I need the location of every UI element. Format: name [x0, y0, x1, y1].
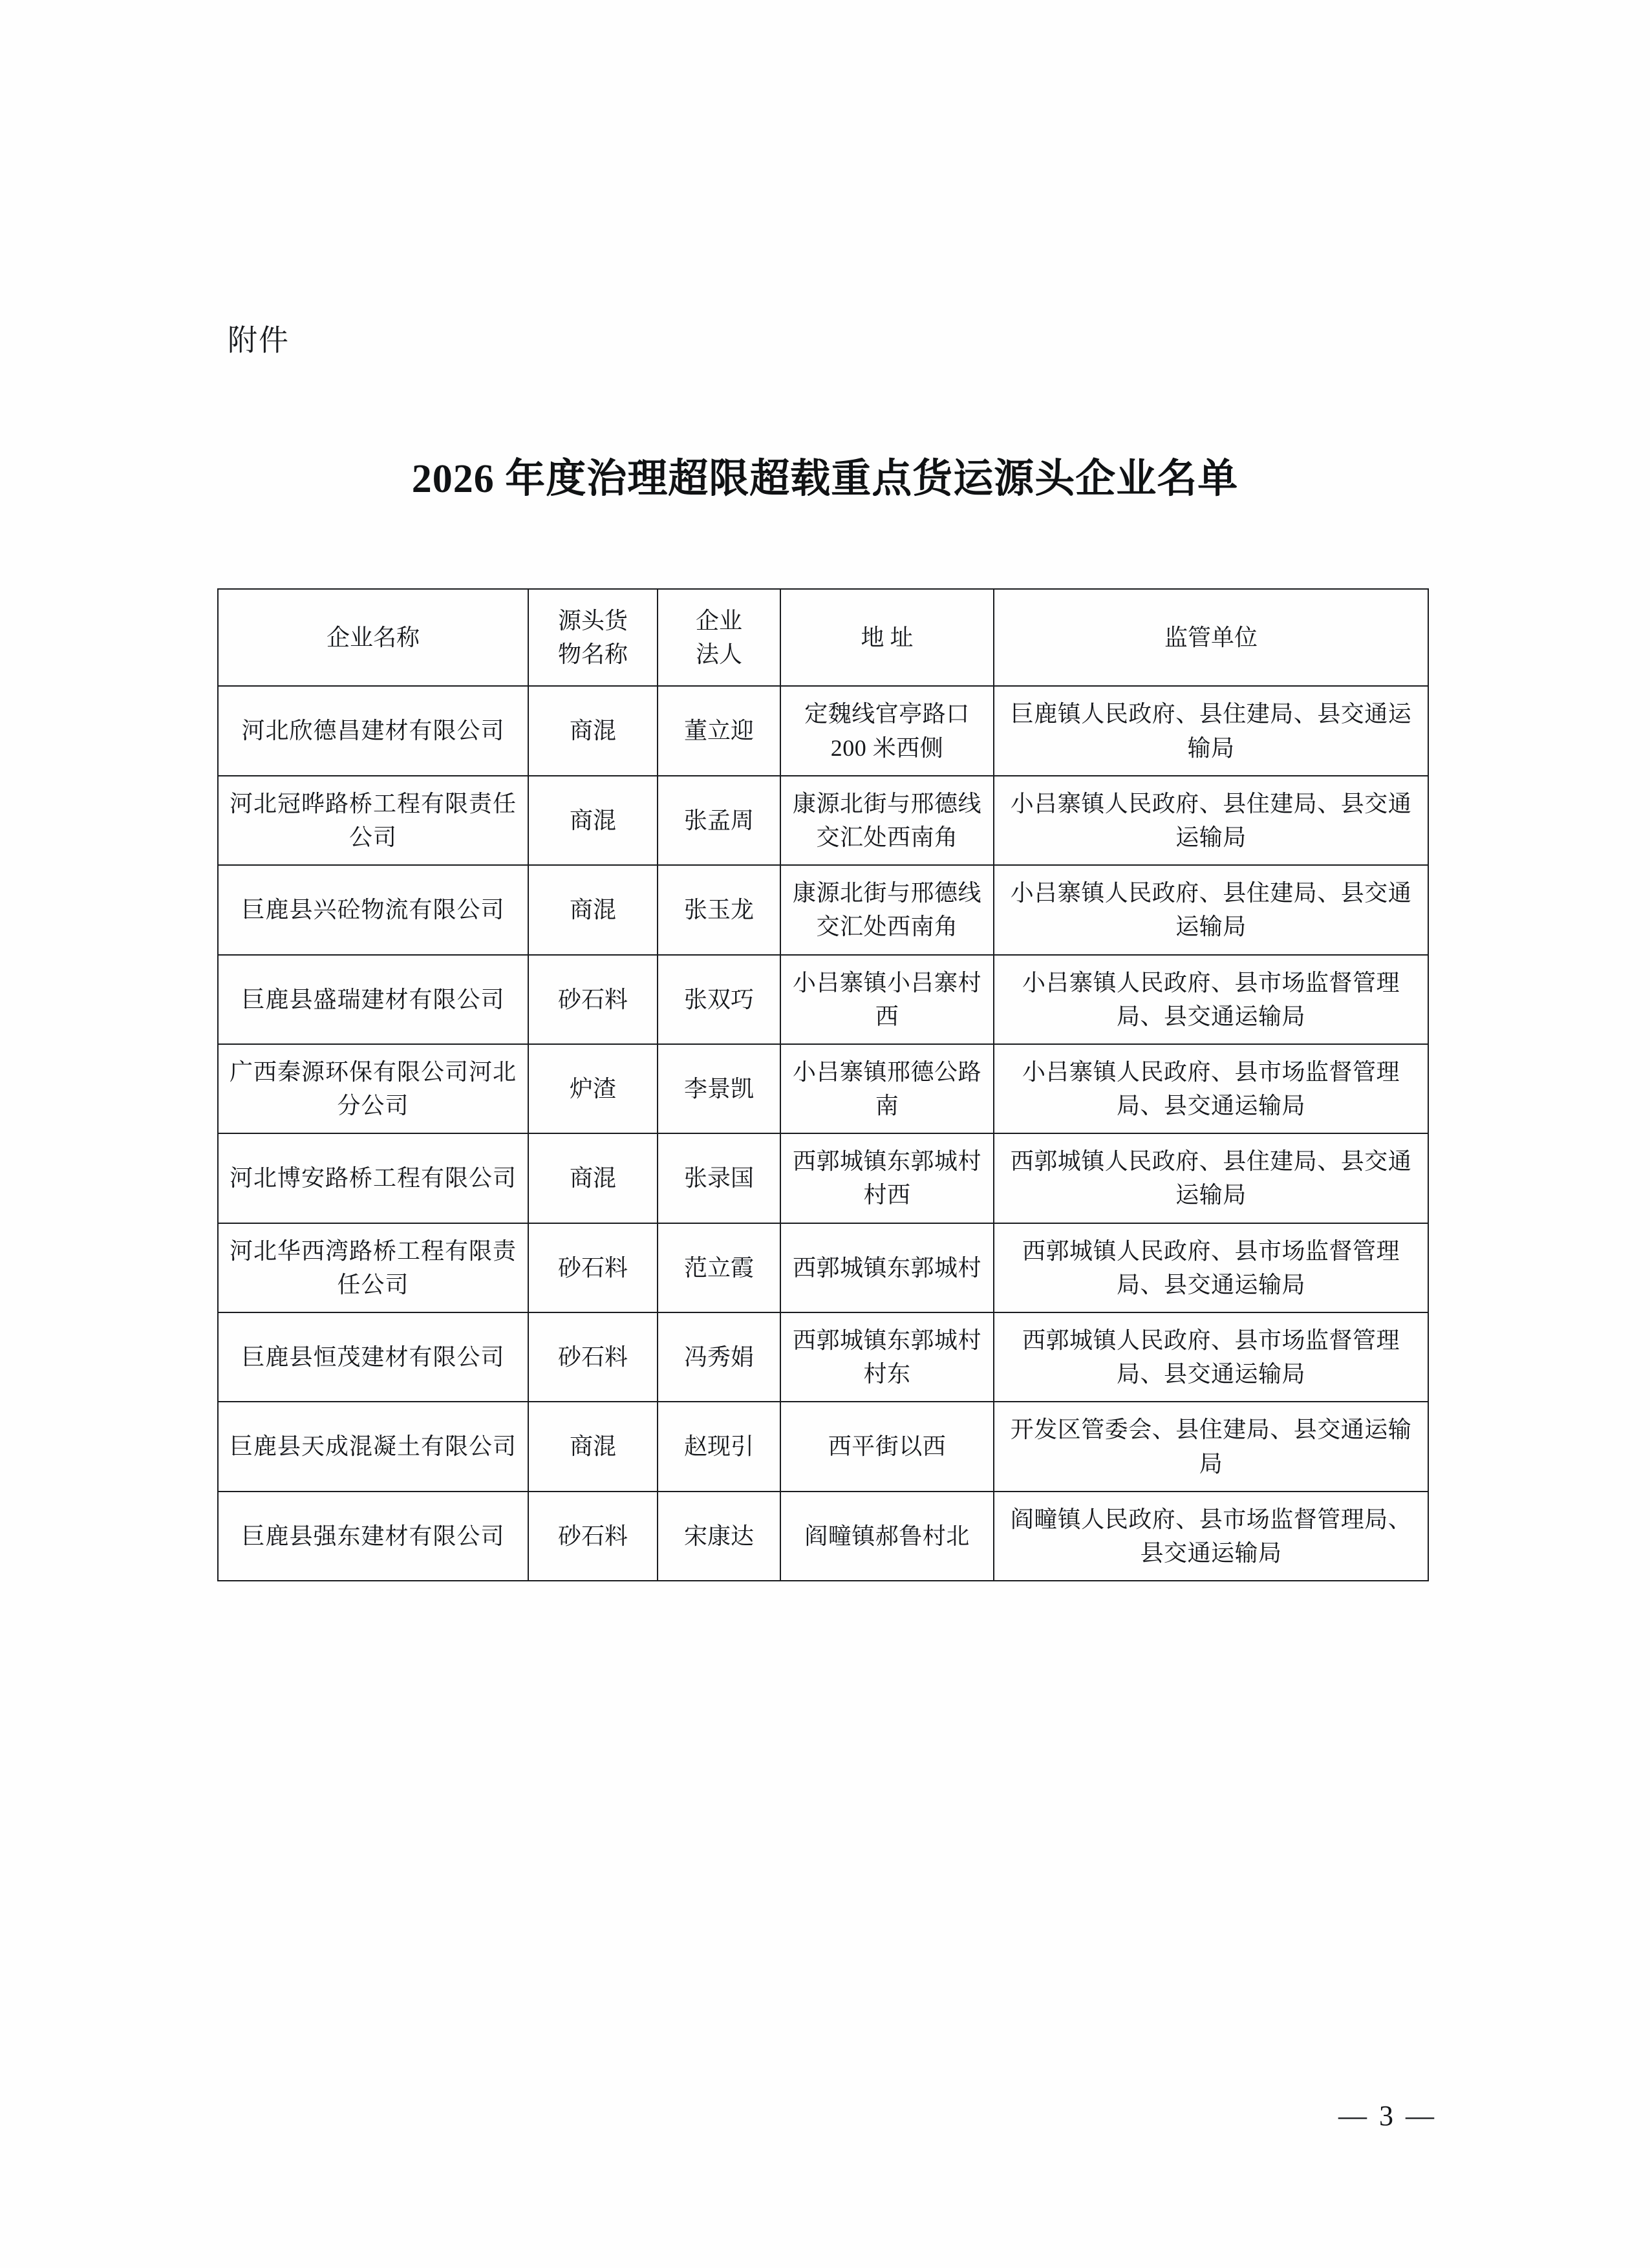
cell-company: 巨鹿县强东建材有限公司	[218, 1492, 528, 1581]
table-row	[218, 865, 1428, 954]
column-header-goods-line2: 物名称	[557, 641, 628, 668]
column-header-goods	[528, 589, 658, 686]
page-title: 2026 年度治理超限超载重点货运源头企业名单	[411, 457, 1239, 501]
cell-company: 巨鹿县天成混凝土有限公司	[218, 1402, 528, 1491]
cell-goods: 商混	[528, 686, 658, 775]
table-row	[218, 1402, 1428, 1491]
cell-legal-person: 冯秀娟	[658, 1312, 780, 1402]
cell-supervisor: 小吕寨镇人民政府、县市场监督管理局、县交通运输局	[994, 1044, 1428, 1133]
cell-goods: 商混	[528, 776, 658, 865]
cell-address: 西郭城镇东郭城村村西	[780, 1133, 994, 1223]
cell-legal-person: 张录国	[658, 1133, 780, 1223]
cell-supervisor: 小吕寨镇人民政府、县住建局、县交通运输局	[994, 776, 1428, 865]
column-header-goods-line1: 源头货	[557, 608, 628, 634]
enterprise-table	[217, 588, 1429, 1581]
cell-supervisor: 小吕寨镇人民政府、县住建局、县交通运输局	[994, 865, 1428, 954]
cell-goods: 砂石料	[528, 1312, 658, 1402]
cell-address: 西平街以西	[780, 1402, 994, 1491]
cell-goods: 商混	[528, 1402, 658, 1491]
cell-supervisor: 西郭城镇人民政府、县住建局、县交通运输局	[994, 1133, 1428, 1223]
cell-legal-person: 赵现引	[658, 1402, 780, 1491]
cell-supervisor: 西郭城镇人民政府、县市场监督管理局、县交通运输局	[994, 1312, 1428, 1402]
table-header-row	[218, 589, 1428, 686]
cell-supervisor: 阎疃镇人民政府、县市场监督管理局、县交通运输局	[994, 1492, 1428, 1581]
table-row	[218, 1312, 1428, 1402]
cell-legal-person: 张双巧	[658, 955, 780, 1044]
table-row	[218, 955, 1428, 1044]
cell-address: 小吕寨镇邢德公路南	[780, 1044, 994, 1133]
enterprise-table-wrapper	[217, 588, 1428, 1581]
cell-goods: 砂石料	[528, 1223, 658, 1312]
cell-goods: 商混	[528, 865, 658, 954]
cell-company: 巨鹿县盛瑞建材有限公司	[218, 955, 528, 1044]
cell-legal-person: 宋康达	[658, 1492, 780, 1581]
cell-supervisor: 开发区管委会、县住建局、县交通运输局	[994, 1402, 1428, 1491]
page-number: — 3 —	[1338, 2100, 1437, 2132]
table-row	[218, 686, 1428, 775]
cell-goods: 炉渣	[528, 1044, 658, 1133]
table-row	[218, 1223, 1428, 1312]
cell-address: 康源北街与邢德线交汇处西南角	[780, 776, 994, 865]
column-header-legal-line1: 企业	[695, 608, 742, 634]
cell-address: 西郭城镇东郭城村村东	[780, 1312, 994, 1402]
cell-goods: 砂石料	[528, 955, 658, 1044]
table-row	[218, 1492, 1428, 1581]
cell-company: 广西秦源环保有限公司河北分公司	[218, 1044, 528, 1133]
cell-legal-person: 张孟周	[658, 776, 780, 865]
cell-company: 巨鹿县恒茂建材有限公司	[218, 1312, 528, 1402]
cell-company: 河北冠晔路桥工程有限责任公司	[218, 776, 528, 865]
cell-goods: 砂石料	[528, 1492, 658, 1581]
table-row	[218, 1133, 1428, 1223]
column-header-company: 企业名称	[218, 589, 528, 686]
cell-address: 定魏线官亭路口 200 米西侧	[780, 686, 994, 775]
cell-address: 西郭城镇东郭城村	[780, 1223, 994, 1312]
cell-legal-person: 李景凯	[658, 1044, 780, 1133]
cell-company: 巨鹿县兴砼物流有限公司	[218, 865, 528, 954]
cell-legal-person: 董立迎	[658, 686, 780, 775]
table-row	[218, 1044, 1428, 1133]
cell-address: 小吕寨镇小吕寨村西	[780, 955, 994, 1044]
cell-legal-person: 范立霞	[658, 1223, 780, 1312]
cell-supervisor: 小吕寨镇人民政府、县市场监督管理局、县交通运输局	[994, 955, 1428, 1044]
column-header-supervisor: 监管单位	[994, 589, 1428, 686]
column-header-address: 地 址	[780, 589, 994, 686]
cell-address: 康源北街与邢德线交汇处西南角	[780, 865, 994, 954]
attachment-label: 附件	[228, 323, 290, 357]
cell-address: 阎疃镇郝鲁村北	[780, 1492, 994, 1581]
column-header-legal-line2: 法人	[695, 641, 742, 668]
cell-supervisor: 西郭城镇人民政府、县市场监督管理局、县交通运输局	[994, 1223, 1428, 1312]
cell-company: 河北欣德昌建材有限公司	[218, 686, 528, 775]
cell-legal-person: 张玉龙	[658, 865, 780, 954]
table-row	[218, 776, 1428, 865]
cell-goods: 商混	[528, 1133, 658, 1223]
cell-company: 河北博安路桥工程有限公司	[218, 1133, 528, 1223]
cell-supervisor: 巨鹿镇人民政府、县住建局、县交通运输局	[994, 686, 1428, 775]
column-header-legal-person	[658, 589, 780, 686]
cell-company: 河北华西湾路桥工程有限责任公司	[218, 1223, 528, 1312]
